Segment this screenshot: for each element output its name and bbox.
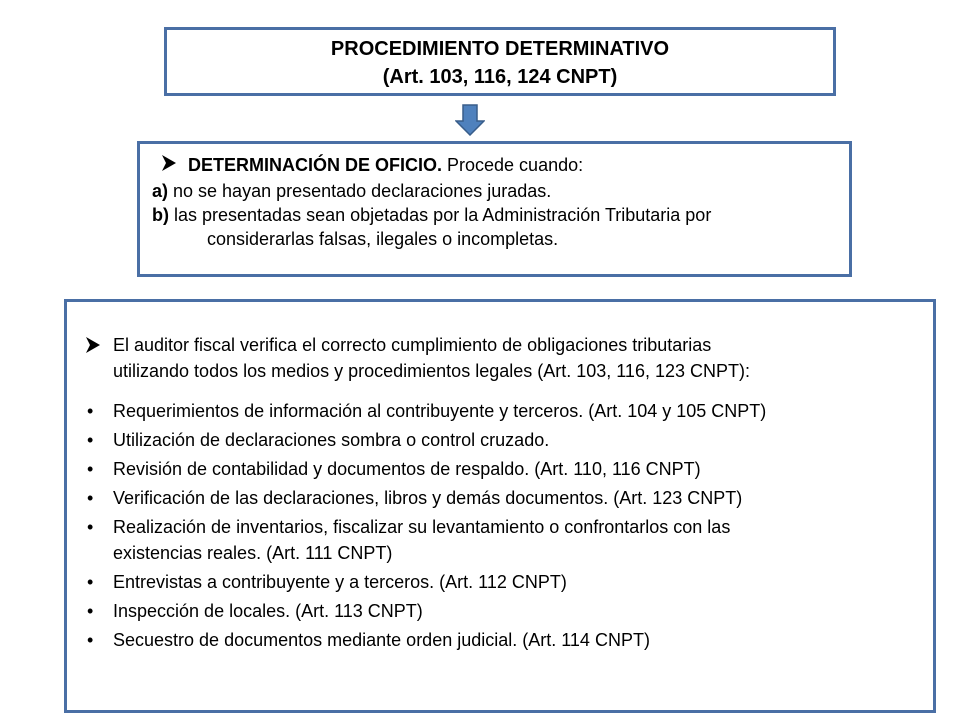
bullet-dot-icon: • [87,630,94,650]
oficio-item-b [152,203,849,227]
title-line-1: PROCEDIMIENTO DETERMINATIVO [330,38,670,60]
bullet-dot-icon: • [87,459,94,479]
auditor-intro [77,332,933,384]
auditor-intro-line-2: utilizando todos los medios y procedimientos legales (Art. 103, 116, 123 CNPT): [113,361,750,381]
oficio-item-a-text: no se hayan presentado declaraciones juradas. [168,181,552,201]
oficio-box [137,141,852,277]
oficio-heading [152,153,849,177]
bullet-dot-icon: • [87,572,94,592]
list-item: • Utilización de declaraciones sombra o control cruzado. [77,427,933,453]
oficio-item-b-text: las presentadas sean objetadas por la Administración Tributaria por [169,205,712,225]
bullet-dot-icon: • [87,488,94,508]
oficio-heading-bold: DETERMINACIÓN DE OFICIO. [188,155,443,175]
list-item: • Realización de inventarios, fiscalizar su levantamiento o confrontarlos con las existencias reales. (Art. 111 CNPT) [77,514,933,566]
down-arrow-icon [455,104,485,136]
oficio-item-b-label: b) [152,205,169,225]
oficio-item-a [152,179,849,203]
oficio-item-a-label: a) [152,181,169,201]
list-item: • Verificación de las declaraciones, libros y demás documentos. (Art. 123 CNPT) [77,485,933,511]
oficio-heading-rest: Procede cuando: [442,155,584,175]
bullet-dot-icon: • [87,517,94,537]
oficio-item-b-continuation: considerarlas falsas, ilegales o incompletas. [207,229,559,249]
arrowhead-bullet-icon [86,337,100,353]
title-box [164,27,836,96]
auditor-box [64,299,936,713]
auditor-intro-line-1: El auditor fiscal verifica el correcto cumplimiento de obligaciones tributarias [113,335,712,355]
list-item: • Requerimientos de información al contribuyente y terceros. (Art. 104 y 105 CNPT) [77,398,933,424]
list-item: • Inspección de locales. (Art. 113 CNPT) [77,598,933,624]
auditor-bullet-list [77,398,933,653]
arrowhead-bullet-icon [162,155,176,171]
bullet-dot-icon: • [87,601,94,621]
title-line-2: (Art. 103, 116, 124 CNPT) [382,66,618,88]
list-item: • Secuestro de documentos mediante orden judicial. (Art. 114 CNPT) [77,627,933,653]
bullet-dot-icon: • [87,401,94,421]
bullet-dot-icon: • [87,430,94,450]
list-item: • Revisión de contabilidad y documentos de respaldo. (Art. 110, 116 CNPT) [77,456,933,482]
list-item: • Entrevistas a contribuyente y a terceros. (Art. 112 CNPT) [77,569,933,595]
